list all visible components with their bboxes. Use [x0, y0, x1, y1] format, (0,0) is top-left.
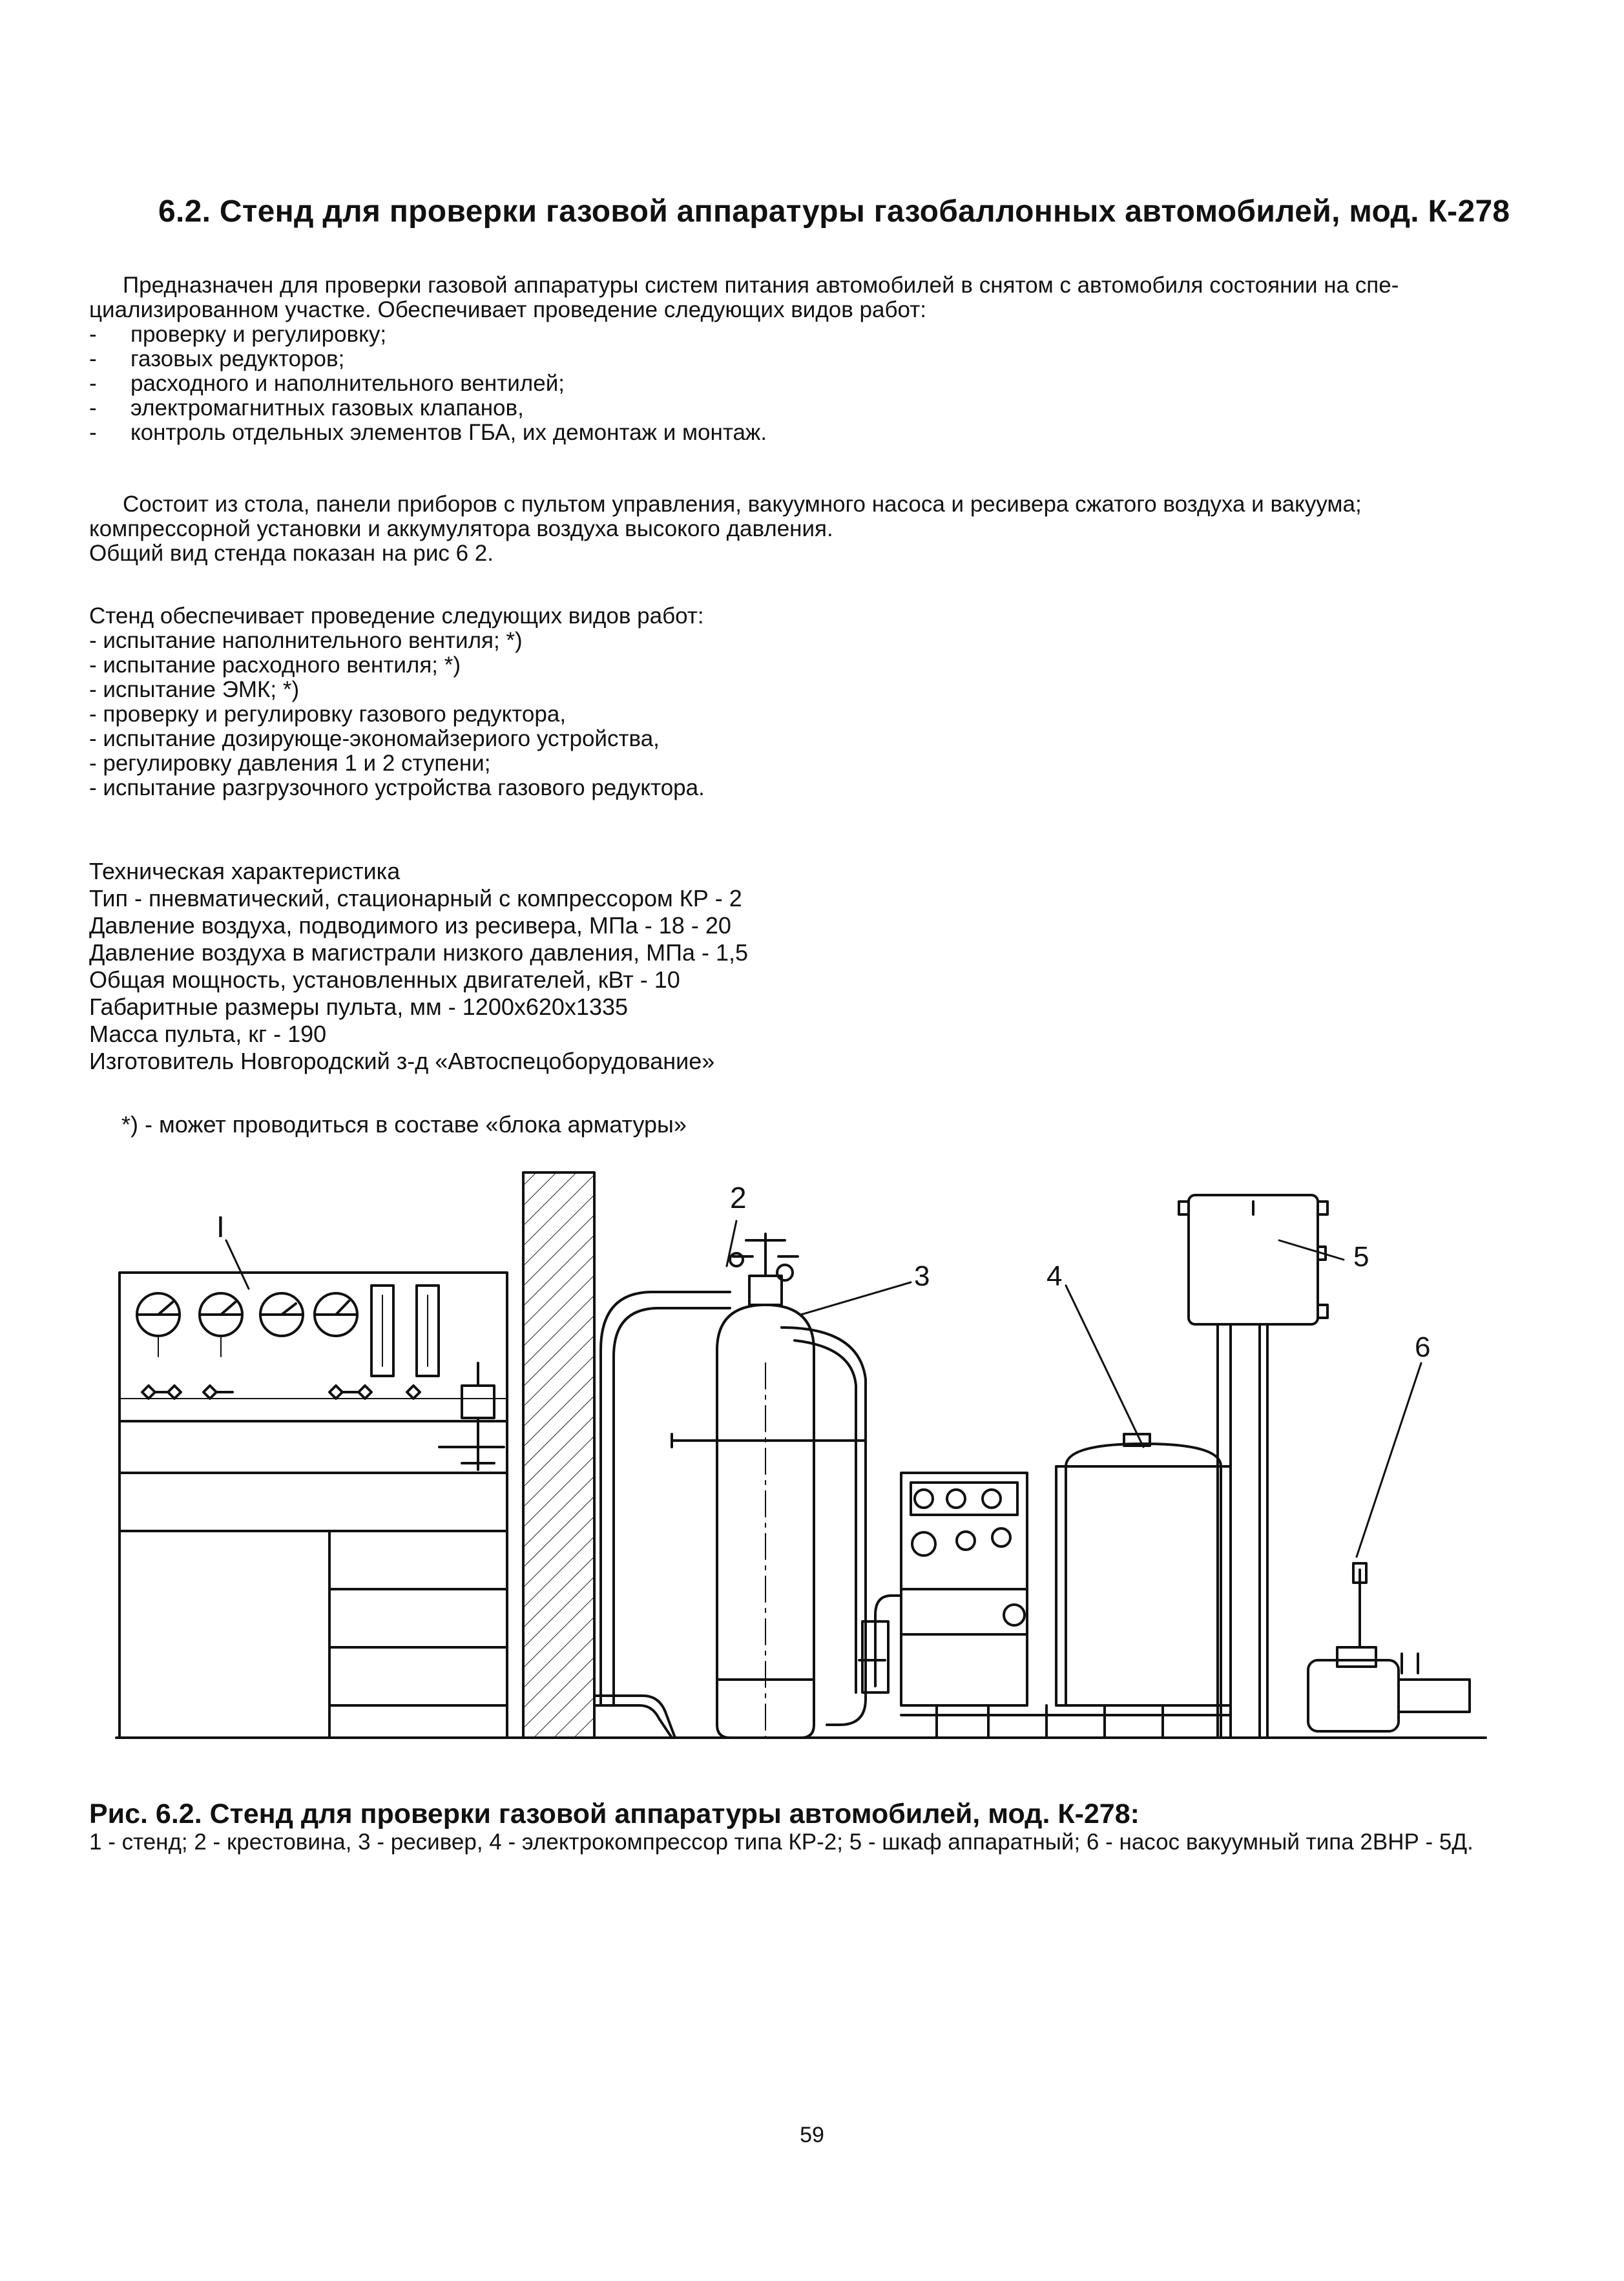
list-bullet: - [89, 395, 97, 421]
works-item: - испытание дозирующе-экономайзериого устройства, [89, 726, 660, 751]
works-item: - проверку и регулировку газового редуктора, [89, 702, 567, 727]
section-heading: 6.2. Стенд для проверки газовой аппаратуры газобаллонных автомобилей, мод. К-278 [158, 194, 1510, 229]
figure-label-3: 3 [914, 1260, 930, 1292]
spec-line: Габаритные размеры пульта, мм - 1200х620х1335 [89, 994, 629, 1020]
figure-label-2: 2 [730, 1181, 747, 1214]
leader-line-3 [801, 1282, 911, 1315]
specs-title: Техническая характеристика [89, 858, 401, 884]
works-item: - испытание расходного вентиля; *) [89, 652, 461, 678]
intro-list-item: - газовых редукторов; [89, 346, 345, 371]
composition-line-2: компрессорной установки и аккумулятора воздуха высокого давления. [89, 516, 833, 541]
leader-line-5 [1279, 1240, 1344, 1260]
spec-line: Тип - пневматический, стационарный с компрессором КР - 2 [89, 885, 742, 911]
wall-hatched [523, 1172, 594, 1738]
leader-line-4 [1066, 1286, 1143, 1447]
leader-line-6 [1357, 1363, 1421, 1557]
leader-line-2 [727, 1221, 736, 1266]
footnote: *) - может проводиться в составе «блока арматуры» [121, 1111, 687, 1138]
list-bullet: - [89, 420, 97, 445]
spec-line: Масса пульта, кг - 190 [89, 1021, 327, 1047]
figure-caption [89, 1798, 1536, 1855]
caption-text: 1 - стенд; 2 - крестовина, 3 - ресивер, 4 - электрокомпрессор типа КР-2; 5 - шкаф аппаратный; 6 - насос вакуумный типа 2ВНР - 5Д. [89, 1829, 1473, 1855]
intro-line-2: циализированном участке. Обеспечивает проведение следующих видов работ: [89, 297, 926, 322]
spec-line: Изготовитель Новгородский з-д «Автоспецоборудование» [89, 1048, 715, 1074]
list-bullet: - [89, 346, 97, 371]
page-number: 59 [800, 2123, 824, 2147]
air-pipe [594, 1696, 675, 1738]
technical-specs [89, 858, 1536, 1075]
intro-list-item: - контроль отдельных элементов ГБА, их демонтаж и монтаж. [89, 420, 767, 445]
list-bullet: - [89, 322, 97, 347]
leader-line-1 [226, 1240, 249, 1289]
figure-label-1: I [216, 1210, 225, 1244]
figure-label-5: 5 [1353, 1241, 1369, 1273]
caption-title: Рис. 6.2. Стенд для проверки газовой аппаратуры автомобилей, мод. К-278: [89, 1798, 1140, 1829]
electrocompressor [859, 1434, 1231, 1738]
intro-line-1: Предназначен для проверки газовой аппаратуры систем питания автомобилей в снятом с автомобиля состоянии на спе- [123, 273, 1399, 298]
works-list [89, 604, 1536, 800]
stand-unit [120, 1273, 507, 1738]
intro-list-item: - проверку и регулировку; [89, 322, 387, 347]
figure-label-6: 6 [1415, 1331, 1431, 1363]
spec-line: Давление воздуха в магистрали низкого давления, МПа - 1,5 [89, 939, 749, 966]
works-item: - испытание разгрузочного устройства газового редуктора. [89, 775, 705, 800]
list-bullet: - [89, 371, 97, 396]
composition-paragraph [89, 492, 1536, 566]
works-intro: Стенд обеспечивает проведение следующих видов работ: [89, 603, 704, 629]
figure-label-4: 4 [1046, 1260, 1063, 1292]
receiver-pipe [782, 1328, 866, 1725]
intro-list-item: - электромагнитных газовых клапанов, [89, 395, 524, 421]
stand-figure [97, 1169, 1492, 1751]
works-item: - испытание ЭМК; *) [89, 677, 300, 702]
works-item: - регулировку давления 1 и 2 ступени; [89, 751, 491, 776]
intro-paragraph [89, 273, 1536, 445]
composition-line-3: Общий вид стенда показан на рис 6 2. [89, 541, 494, 566]
works-item: - испытание наполнительного вентиля; *) [89, 628, 523, 653]
composition-line-1: Состоит из стола, панели приборов с пультом управления, вакуумного насоса и ресивера сжатого воздуха и вакуума; [123, 492, 1362, 517]
vacuum-pump [1308, 1563, 1470, 1731]
spec-line: Давление воздуха, подводимого из ресивера, МПа - 18 - 20 [89, 912, 731, 939]
intro-list-item: - расходного и наполнительного вентилей; [89, 371, 565, 396]
cross-fitting [730, 1234, 798, 1305]
spec-line: Общая мощность, установленных двигателей, кВт - 10 [89, 966, 680, 993]
receiver-cylinder [672, 1305, 866, 1738]
